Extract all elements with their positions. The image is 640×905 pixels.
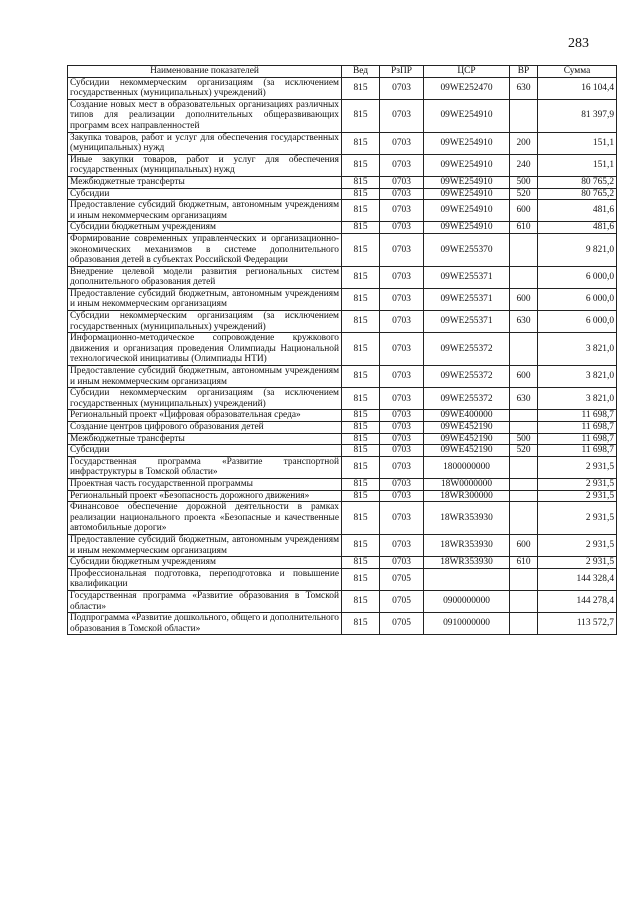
cell-vr	[510, 333, 538, 366]
cell-sum: 3 821,0	[538, 366, 617, 388]
table-row	[68, 132, 617, 154]
cell-vr: 600	[510, 288, 538, 310]
cell-ved: 815	[342, 534, 380, 556]
cell-csr: 09WE254910	[424, 99, 510, 132]
cell-csr: 0910000000	[424, 613, 510, 635]
cell-name: Подпрограмма «Развитие дошкольного, общего и дополнительного образования в Томской области»	[68, 613, 342, 635]
cell-rzpr: 0705	[380, 568, 424, 590]
cell-ved: 815	[342, 222, 380, 234]
header-ved: Вед	[342, 66, 380, 78]
cell-name: Государственная программа «Развитие образования в Томской области»	[68, 590, 342, 612]
cell-sum: 144 278,4	[538, 590, 617, 612]
cell-rzpr: 0703	[380, 422, 424, 434]
cell-ved: 815	[342, 410, 380, 422]
header-csr: ЦСР	[424, 66, 510, 78]
cell-name: Предоставление субсидий бюджетным, автономным учреждениям и иным некоммерческим организациям	[68, 288, 342, 310]
cell-sum: 6 000,0	[538, 266, 617, 288]
cell-csr: 09WE252470	[424, 77, 510, 99]
table-row	[68, 433, 617, 445]
cell-sum: 11 698,7	[538, 433, 617, 445]
cell-vr	[510, 502, 538, 535]
cell-csr: 18WR353930	[424, 534, 510, 556]
cell-name: Профессиональная подготовка, переподготовка и повышение квалификации	[68, 568, 342, 590]
cell-name: Иные закупки товаров, работ и услуг для обеспечения государственных (муниципальных) нужд	[68, 154, 342, 176]
cell-sum: 2 931,5	[538, 478, 617, 490]
cell-ved: 815	[342, 233, 380, 266]
cell-vr: 610	[510, 557, 538, 569]
cell-name: Субсидии некоммерческим организациям (за исключением государственных (муниципальных) учреждений)	[68, 77, 342, 99]
cell-vr	[510, 233, 538, 266]
header-vr: ВР	[510, 66, 538, 78]
table-row	[68, 176, 617, 188]
cell-csr: 09WE254910	[424, 176, 510, 188]
header-name: Наименование показателей	[68, 66, 342, 78]
cell-rzpr: 0703	[380, 154, 424, 176]
cell-rzpr: 0703	[380, 222, 424, 234]
cell-name: Финансовое обеспечение дорожной деятельности в рамках реализации национального проекта «Безопасные и качественные автомобильные дороги»	[68, 502, 342, 535]
table-row	[68, 613, 617, 635]
cell-rzpr: 0703	[380, 176, 424, 188]
cell-rzpr: 0703	[380, 502, 424, 535]
table-row	[68, 311, 617, 333]
table-row	[68, 590, 617, 612]
cell-rzpr: 0705	[380, 613, 424, 635]
table-row	[68, 478, 617, 490]
cell-vr	[510, 456, 538, 478]
cell-csr: 09WE452190	[424, 422, 510, 434]
cell-name: Закупка товаров, работ и услуг для обеспечения государственных (муниципальных) нужд	[68, 132, 342, 154]
cell-sum: 144 328,4	[538, 568, 617, 590]
cell-vr: 600	[510, 534, 538, 556]
cell-vr: 500	[510, 433, 538, 445]
cell-rzpr: 0703	[380, 490, 424, 502]
cell-vr: 610	[510, 222, 538, 234]
cell-rzpr: 0703	[380, 478, 424, 490]
cell-name: Субсидии	[68, 445, 342, 457]
cell-name: Субсидии некоммерческим организациям (за исключением государственных (муниципальных) учреждений)	[68, 311, 342, 333]
cell-csr: 09WE452190	[424, 433, 510, 445]
cell-sum: 11 698,7	[538, 445, 617, 457]
cell-vr	[510, 410, 538, 422]
cell-csr: 09WE254910	[424, 132, 510, 154]
cell-rzpr: 0703	[380, 266, 424, 288]
cell-csr: 09WE254910	[424, 188, 510, 200]
cell-sum: 9 821,0	[538, 233, 617, 266]
table-row	[68, 222, 617, 234]
cell-vr: 200	[510, 132, 538, 154]
cell-name: Субсидии некоммерческим организациям (за исключением государственных (муниципальных) учреждений)	[68, 388, 342, 410]
cell-ved: 815	[342, 502, 380, 535]
table-row	[68, 77, 617, 99]
cell-rzpr: 0703	[380, 366, 424, 388]
cell-csr: 09WE400000	[424, 410, 510, 422]
cell-csr: 09WE255372	[424, 366, 510, 388]
cell-ved: 815	[342, 388, 380, 410]
cell-sum: 3 821,0	[538, 333, 617, 366]
cell-ved: 815	[342, 490, 380, 502]
table-row	[68, 233, 617, 266]
cell-vr	[510, 568, 538, 590]
cell-sum: 151,1	[538, 154, 617, 176]
cell-vr: 600	[510, 366, 538, 388]
cell-sum: 2 931,5	[538, 490, 617, 502]
cell-name: Создание центров цифрового образования детей	[68, 422, 342, 434]
table-header-row	[68, 66, 617, 78]
table-row	[68, 388, 617, 410]
cell-sum: 481,6	[538, 200, 617, 222]
cell-name: Субсидии бюджетным учреждениям	[68, 557, 342, 569]
cell-sum: 3 821,0	[538, 388, 617, 410]
cell-name: Создание новых мест в образовательных организациях различных типов для реализации дополнительных общеразвивающих программ всех направленностей	[68, 99, 342, 132]
table-row	[68, 200, 617, 222]
cell-vr	[510, 422, 538, 434]
cell-rzpr: 0703	[380, 534, 424, 556]
cell-sum: 481,6	[538, 222, 617, 234]
cell-sum: 11 698,7	[538, 422, 617, 434]
cell-vr	[510, 590, 538, 612]
cell-vr	[510, 478, 538, 490]
cell-rzpr: 0703	[380, 456, 424, 478]
cell-ved: 815	[342, 590, 380, 612]
cell-ved: 815	[342, 288, 380, 310]
table-row	[68, 188, 617, 200]
cell-ved: 815	[342, 154, 380, 176]
cell-csr: 0900000000	[424, 590, 510, 612]
cell-ved: 815	[342, 568, 380, 590]
cell-csr: 09WE255371	[424, 311, 510, 333]
cell-ved: 815	[342, 200, 380, 222]
cell-sum: 80 765,2	[538, 176, 617, 188]
table-row	[68, 288, 617, 310]
cell-sum: 2 931,5	[538, 456, 617, 478]
cell-csr: 09WE255371	[424, 266, 510, 288]
cell-csr: 09WE254910	[424, 200, 510, 222]
cell-rzpr: 0703	[380, 99, 424, 132]
cell-rzpr: 0705	[380, 590, 424, 612]
table-row	[68, 366, 617, 388]
cell-csr: 18WR300000	[424, 490, 510, 502]
cell-name: Информационно-методическое сопровождение кружкового движения и организация проведения Олимпиады Национальной технологической инициативы (Олимпиады НТИ)	[68, 333, 342, 366]
cell-csr: 09WE255372	[424, 388, 510, 410]
cell-name: Внедрение целевой модели развития региональных систем дополнительного образования детей	[68, 266, 342, 288]
table-row	[68, 445, 617, 457]
cell-csr: 09WE254910	[424, 222, 510, 234]
cell-name: Субсидии бюджетным учреждениям	[68, 222, 342, 234]
table-row	[68, 333, 617, 366]
cell-rzpr: 0703	[380, 200, 424, 222]
cell-name: Формирование современных управленческих и организационно-экономических механизмов в системе дополнительного образования детей в субъектах Российской Федерации	[68, 233, 342, 266]
page-number: 283	[568, 36, 589, 51]
cell-sum: 2 931,5	[538, 502, 617, 535]
cell-ved: 815	[342, 188, 380, 200]
cell-vr	[510, 266, 538, 288]
cell-vr	[510, 613, 538, 635]
cell-rzpr: 0703	[380, 132, 424, 154]
table-row	[68, 568, 617, 590]
cell-name: Предоставление субсидий бюджетным, автономным учреждениям и иным некоммерческим организациям	[68, 200, 342, 222]
cell-csr: 09WE255372	[424, 333, 510, 366]
cell-ved: 815	[342, 366, 380, 388]
cell-sum: 16 104,4	[538, 77, 617, 99]
cell-name: Государственная программа «Развитие транспортной инфраструктуры в Томской области»	[68, 456, 342, 478]
cell-csr: 09WE255370	[424, 233, 510, 266]
cell-ved: 815	[342, 478, 380, 490]
cell-vr	[510, 99, 538, 132]
cell-rzpr: 0703	[380, 311, 424, 333]
cell-ved: 815	[342, 99, 380, 132]
cell-sum: 6 000,0	[538, 311, 617, 333]
table-row	[68, 456, 617, 478]
cell-vr: 500	[510, 176, 538, 188]
cell-rzpr: 0703	[380, 388, 424, 410]
cell-name: Субсидии	[68, 188, 342, 200]
cell-vr: 520	[510, 188, 538, 200]
cell-rzpr: 0703	[380, 188, 424, 200]
table-row	[68, 557, 617, 569]
cell-rzpr: 0703	[380, 77, 424, 99]
cell-ved: 815	[342, 613, 380, 635]
cell-ved: 815	[342, 456, 380, 478]
cell-sum: 113 572,7	[538, 613, 617, 635]
cell-rzpr: 0703	[380, 233, 424, 266]
cell-vr: 630	[510, 311, 538, 333]
header-rzpr: РзПР	[380, 66, 424, 78]
cell-name: Предоставление субсидий бюджетным, автономным учреждениям и иным некоммерческим организациям	[68, 366, 342, 388]
cell-rzpr: 0703	[380, 288, 424, 310]
cell-vr: 600	[510, 200, 538, 222]
cell-csr: 09WE452190	[424, 445, 510, 457]
cell-vr: 240	[510, 154, 538, 176]
cell-sum: 81 397,9	[538, 99, 617, 132]
cell-csr: 1800000000	[424, 456, 510, 478]
cell-ved: 815	[342, 311, 380, 333]
cell-rzpr: 0703	[380, 433, 424, 445]
table-body	[68, 77, 617, 635]
table-row	[68, 534, 617, 556]
cell-name: Межбюджетные трансферты	[68, 176, 342, 188]
cell-ved: 815	[342, 557, 380, 569]
cell-sum: 151,1	[538, 132, 617, 154]
cell-ved: 815	[342, 266, 380, 288]
table-row	[68, 490, 617, 502]
table-row	[68, 266, 617, 288]
cell-csr: 18W0000000	[424, 478, 510, 490]
table-row	[68, 502, 617, 535]
cell-name: Предоставление субсидий бюджетным, автономным учреждениям и иным некоммерческим организациям	[68, 534, 342, 556]
cell-csr: 09WE255371	[424, 288, 510, 310]
cell-ved: 815	[342, 433, 380, 445]
table-row	[68, 422, 617, 434]
cell-csr	[424, 568, 510, 590]
cell-csr: 18WR353930	[424, 557, 510, 569]
cell-csr: 18WR353930	[424, 502, 510, 535]
cell-ved: 815	[342, 77, 380, 99]
cell-ved: 815	[342, 445, 380, 457]
cell-name: Региональный проект «Безопасность дорожного движения»	[68, 490, 342, 502]
table-row	[68, 99, 617, 132]
cell-ved: 815	[342, 132, 380, 154]
table-row	[68, 154, 617, 176]
cell-sum: 6 000,0	[538, 288, 617, 310]
cell-rzpr: 0703	[380, 333, 424, 366]
cell-rzpr: 0703	[380, 557, 424, 569]
cell-rzpr: 0703	[380, 410, 424, 422]
header-sum: Сумма	[538, 66, 617, 78]
cell-ved: 815	[342, 333, 380, 366]
cell-sum: 2 931,5	[538, 534, 617, 556]
budget-table	[67, 65, 617, 635]
cell-vr: 630	[510, 388, 538, 410]
cell-vr	[510, 490, 538, 502]
cell-rzpr: 0703	[380, 445, 424, 457]
cell-name: Проектная часть государственной программы	[68, 478, 342, 490]
cell-ved: 815	[342, 422, 380, 434]
table-row	[68, 410, 617, 422]
cell-ved: 815	[342, 176, 380, 188]
cell-name: Региональный проект «Цифровая образовательная среда»	[68, 410, 342, 422]
cell-vr: 520	[510, 445, 538, 457]
cell-sum: 2 931,5	[538, 557, 617, 569]
cell-vr: 630	[510, 77, 538, 99]
cell-csr: 09WE254910	[424, 154, 510, 176]
cell-sum: 11 698,7	[538, 410, 617, 422]
cell-name: Межбюджетные трансферты	[68, 433, 342, 445]
cell-sum: 80 765,2	[538, 188, 617, 200]
